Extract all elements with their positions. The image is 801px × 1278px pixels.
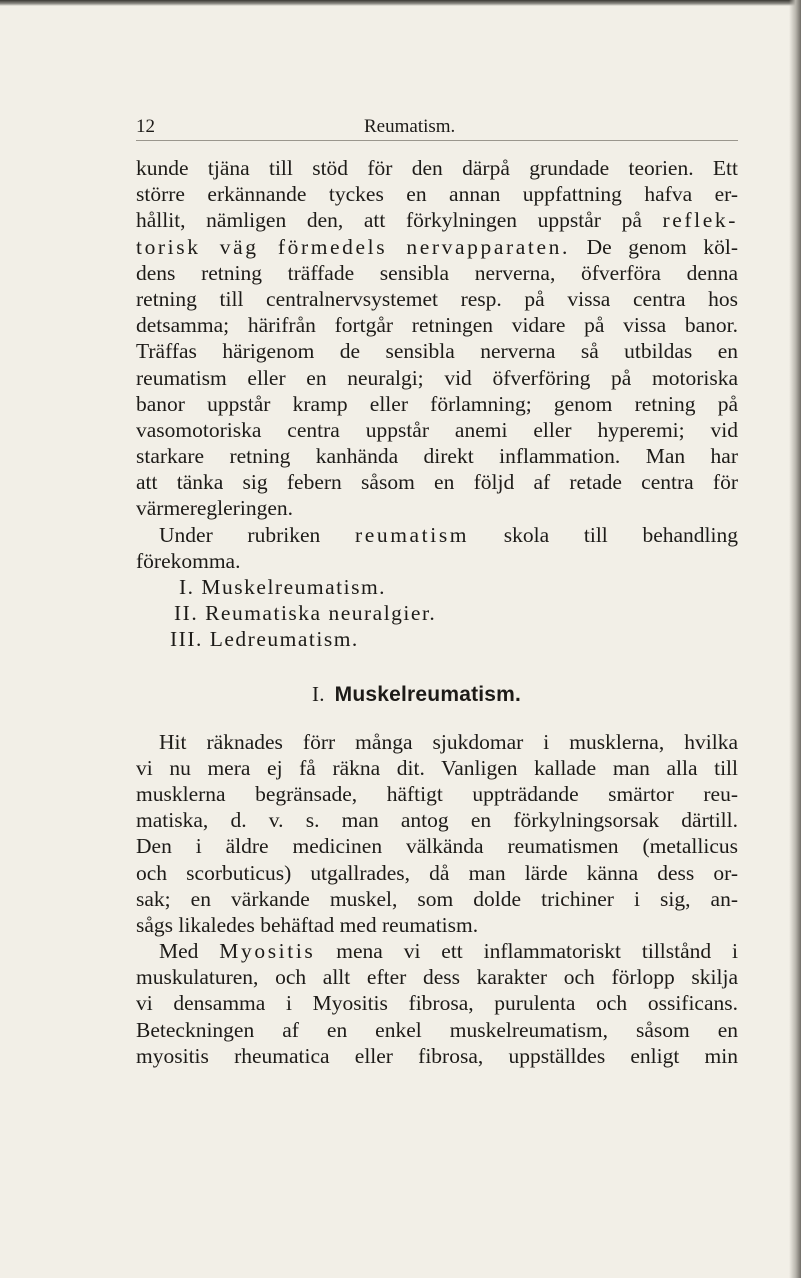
text-line: värmeregleringen. [136,496,293,521]
body-text [136,155,738,1069]
text-line: sågs likaledes behäftad med reumatism. [136,912,479,937]
list-item [136,626,738,652]
emphasis-spaced: torisk väg förmedels nervapparaten. [136,234,570,259]
emphasis-spaced: Myositis [219,939,316,964]
text-line [136,207,738,233]
text-line: Den i äldre medicinen välkända reumatismen (metallicus [136,834,738,859]
list-item [136,574,738,600]
text-run: De genom köl- [569,234,738,259]
list-number: I. [179,575,195,599]
running-head [136,116,738,140]
text-line: starkare retning kanhända direkt inflammation. Man har [136,444,738,469]
text-run: skola till behandling [469,522,738,547]
list-text: Muskelreumatism. [201,575,387,599]
text-line: matiska, d. v. s. man antog en förkylningsorsak därtill. [136,808,738,833]
text-line: att tänka sig febern såsom en följd af retade centra för [136,470,738,495]
text-line: banor uppstår kramp eller förlamning; genom retning på [136,391,738,416]
text-line: förekomma. [136,548,241,573]
page-number: 12 [136,116,155,137]
section-title: Muskelreumatism. [334,682,522,706]
text-line: muskulaturen, och allt efter dess karakter och förlopp skilja [136,965,738,990]
text-line: dens retning träffade sensibla nerverna, öfverföra denna [136,260,738,285]
text-line: myositis rheumatica eller fibrosa, uppställdes enligt min [136,1043,738,1068]
list-number: III. [170,627,203,652]
header-rule [136,140,738,141]
section-heading [312,681,521,708]
text-line: vasomotoriska centra uppstår anemi eller hyperemi; vid [136,417,738,442]
emphasis-spaced: reumatism [354,522,470,547]
text-line [136,938,738,964]
text-line: och scorbuticus) utgallrades, då man lärde känna dess or- [136,860,738,885]
paragraph-3 [136,729,738,939]
text-line: större erkännande tyckes en annan uppfattning hafva er- [136,182,738,207]
page-edge-shadow-right [789,0,801,1278]
text-line: vi densamma i Myositis fibrosa, purulenta och ossificans. [136,991,738,1016]
text-run: mena vi ett inflammatoriskt tillstånd i [315,939,738,964]
text-line: kunde tjäna till stöd för den därpå grundade teorien. Ett [136,156,738,180]
list-text: Ledreumatism. [209,627,359,652]
paragraph-2 [136,522,738,574]
page-edge-shadow-top [0,0,801,6]
text-run: hållit, nämligen den, att förkylningen uppstår på [136,208,663,233]
text-line: Hit räknades förr många sjukdomar i musklerna, hvilka [159,729,738,754]
list-number: II. [174,601,199,626]
text-run: Med [159,939,220,964]
text-line: vi nu mera ej få räkna dit. Vanligen kallade man alla till [136,755,738,780]
text-line: Träffas härigenom de sensibla nerverna så utbildas en [136,339,738,364]
running-title: Reumatism. [364,116,456,137]
text-line: sak; en värkande muskel, som dolde trichiner i sig, an- [136,886,738,911]
text-line: musklerna begränsade, häftigt uppträdande smärtor reu- [136,781,738,806]
paragraph-1 [136,155,738,522]
emphasis-spaced: reflek- [662,208,738,233]
text-line: reumatism eller en neuralgi; vid öfverföring på motoriska [136,365,738,390]
paragraph-4 [136,938,738,1069]
section-heading-block [136,653,738,729]
text-line [136,234,738,260]
text-line: retning till centralnervsystemet resp. på vissa centra hos [136,286,738,311]
text-line [136,522,738,548]
list-text: Reumatiska neuralgier. [205,601,437,626]
text-line: Beteckningen af en enkel muskelreumatism, såsom en [136,1017,738,1042]
list-item [136,600,738,626]
text-line: detsamma; härifrån fortgår retningen vidare på vissa banor. [136,313,738,338]
section-number: I. [312,681,325,706]
rubric-list [136,574,738,653]
text-run: Under rubriken [159,522,355,547]
